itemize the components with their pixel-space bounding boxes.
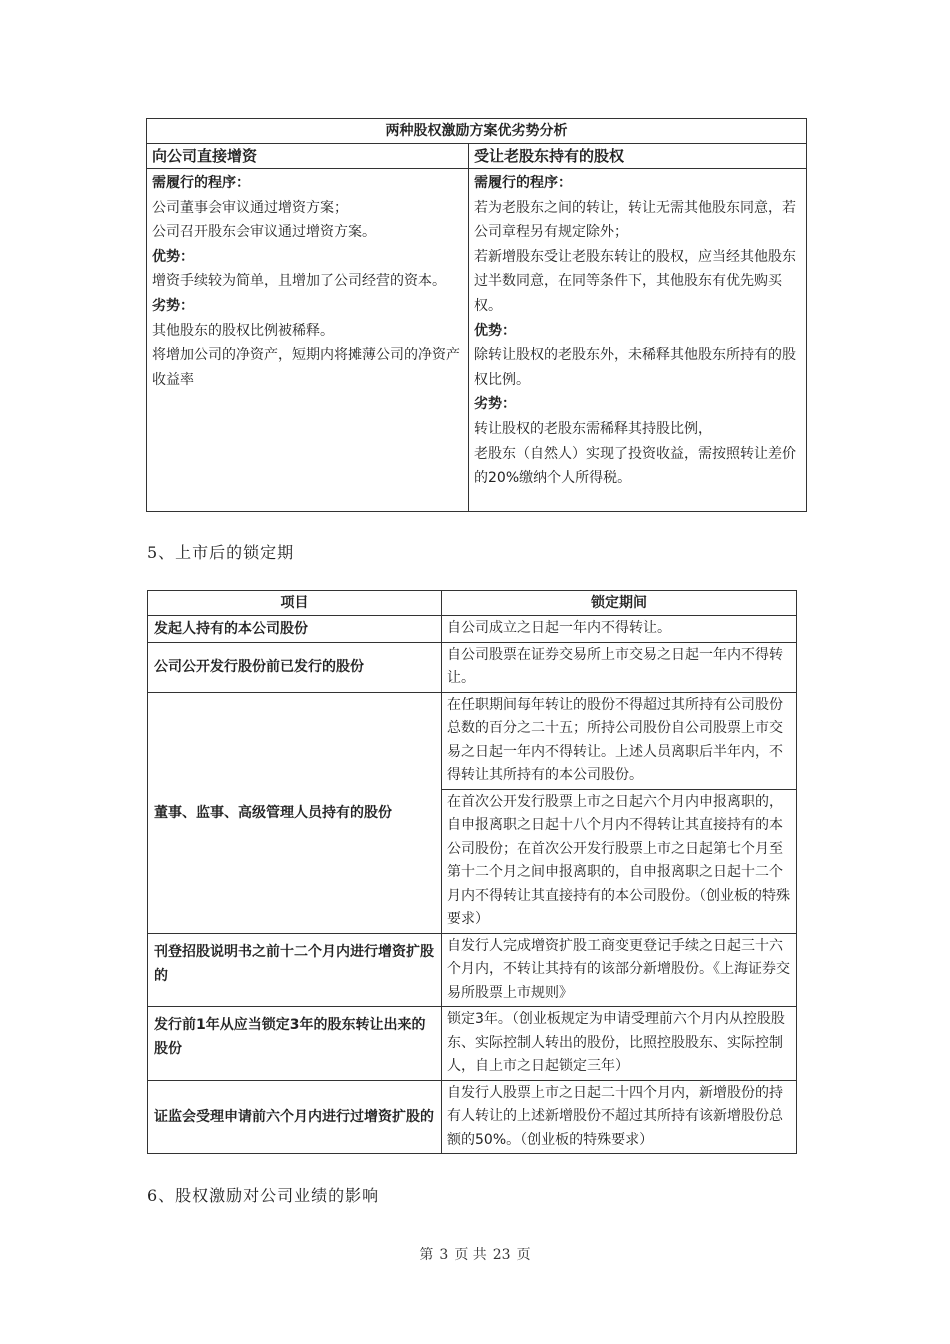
disadvantage-line: 转让股权的老股东需稀释其持股比例，: [474, 420, 712, 437]
row-item: 发行前1年从应当锁定3年的股东转让出来的股份: [148, 1007, 442, 1081]
lockup-period-table: [147, 590, 797, 1154]
procedure-line: 公司召开股东会审议通过增资方案。: [152, 224, 376, 241]
footer-prefix: 第: [419, 1247, 434, 1263]
procedure-label: 需履行的程序：: [152, 175, 250, 191]
procedure-line: 若为老股东之间的转让，转让无需其他股东同意，若公司章程另有规定除外；: [474, 199, 796, 241]
disadvantage-line: 老股东（自然人）实现了投资收益，需按照转让差价的20%缴纳个人所得税。: [474, 445, 796, 487]
row-period: 自公司股票在证券交易所上市交易之日起一年内不得转让。: [442, 642, 797, 692]
page-total: 23: [492, 1247, 511, 1263]
row-item: 证监会受理申请前六个月内进行过增资扩股的: [148, 1080, 442, 1154]
row-item: 董事、监事、高级管理人员持有的股份: [148, 692, 442, 933]
section-heading-lockup: 5、上市后的锁定期: [147, 543, 295, 562]
disadvantage-line: 将增加公司的净资产，短期内将摊薄公司的净资产收益率: [152, 347, 460, 388]
disadvantage-line: 其他股东的股权比例被稀释。: [152, 322, 334, 339]
advantage-label: 优势：: [474, 322, 516, 339]
footer-middle: 页 共: [454, 1247, 487, 1263]
footer-suffix: 页: [516, 1247, 531, 1263]
table-row: [148, 1080, 797, 1154]
row-item: 公司公开发行股份前已发行的股份: [148, 642, 442, 692]
pros-cons-table: [146, 118, 807, 512]
disadvantage-label: 劣势：: [474, 396, 516, 413]
table-row: [148, 933, 797, 1007]
row-item: 刊登招股说明书之前十二个月内进行增资扩股的: [148, 933, 442, 1007]
procedure-label: 需履行的程序：: [474, 175, 572, 191]
row-period: 自发行人股票上市之日起二十四个月内，新增股份的持有人转让的上述新增股份不超过其所持有该新增股份总额的50%。（创业板的特殊要求）: [442, 1080, 797, 1154]
row-period: 在任职期间每年转让的股份不得超过其所持有公司股份总数的百分之二十五；所持公司股份自公司股票上市交易之日起一年内不得转让。上述人员离职后半年内，不得转让其所持有的本公司股份。: [442, 692, 797, 789]
advantage-text: 增资手续较为简单，且增加了公司经营的资本。: [152, 273, 446, 290]
row-period: 锁定3年。（创业板规定为申请受理前六个月内从控股股东、实际控制人转出的股份，比照控股股东、实际控制人，自上市之日起锁定三年）: [442, 1007, 797, 1081]
table-row: [148, 642, 797, 692]
row-period: 自发行人完成增资扩股工商变更登记手续之日起三十六个月内，不转让其持有的该部分新增股份。《上海证券交易所股票上市规则》: [442, 933, 797, 1007]
disadvantage-label: 劣势：: [152, 297, 194, 314]
row-period-extra: 在首次公开发行股票上市之日起六个月内申报离职的，自申报离职之日起十八个月内不得转让其直接持有的本公司股份；在首次公开发行股票上市之日起第七个月至第十二个月之间申报离职的，自申报离职之日起十二个月内不得转让其直接持有的本公司股份。（创业板的特殊要求）: [442, 789, 797, 933]
advantage-text: 除转让股权的老股东外，未稀释其他股东所持有的股权比例。: [474, 347, 796, 388]
header-item: 项目: [148, 591, 442, 616]
section-heading-performance: 6、股权激励对公司业绩的影响: [147, 1186, 380, 1205]
table-row: [148, 1007, 797, 1081]
table-title: 两种股权激励方案优劣势分析: [147, 119, 807, 144]
table-row: [148, 616, 797, 643]
row-period: 自公司成立之日起一年内不得转让。: [442, 616, 797, 643]
advantage-label: 优势：: [152, 248, 194, 265]
page-footer: [0, 1244, 950, 1264]
table-row: [148, 692, 797, 789]
col-header-direct-capital: 向公司直接增资: [147, 144, 469, 169]
procedure-line: 公司董事会审议通过增资方案；: [152, 199, 348, 216]
procedure-line: 若新增股东受让老股东转让的股权，应当经其他股东过半数同意，在同等条件下，其他股东有优先购买权。: [474, 248, 796, 314]
header-period: 锁定期间: [442, 591, 797, 616]
col-header-transfer-shares: 受让老股东持有的股权: [469, 144, 807, 169]
direct-capital-cell: [147, 169, 469, 512]
row-item: 发起人持有的本公司股份: [148, 616, 442, 643]
transfer-shares-cell: [469, 169, 807, 512]
page-number: 3: [439, 1247, 449, 1263]
